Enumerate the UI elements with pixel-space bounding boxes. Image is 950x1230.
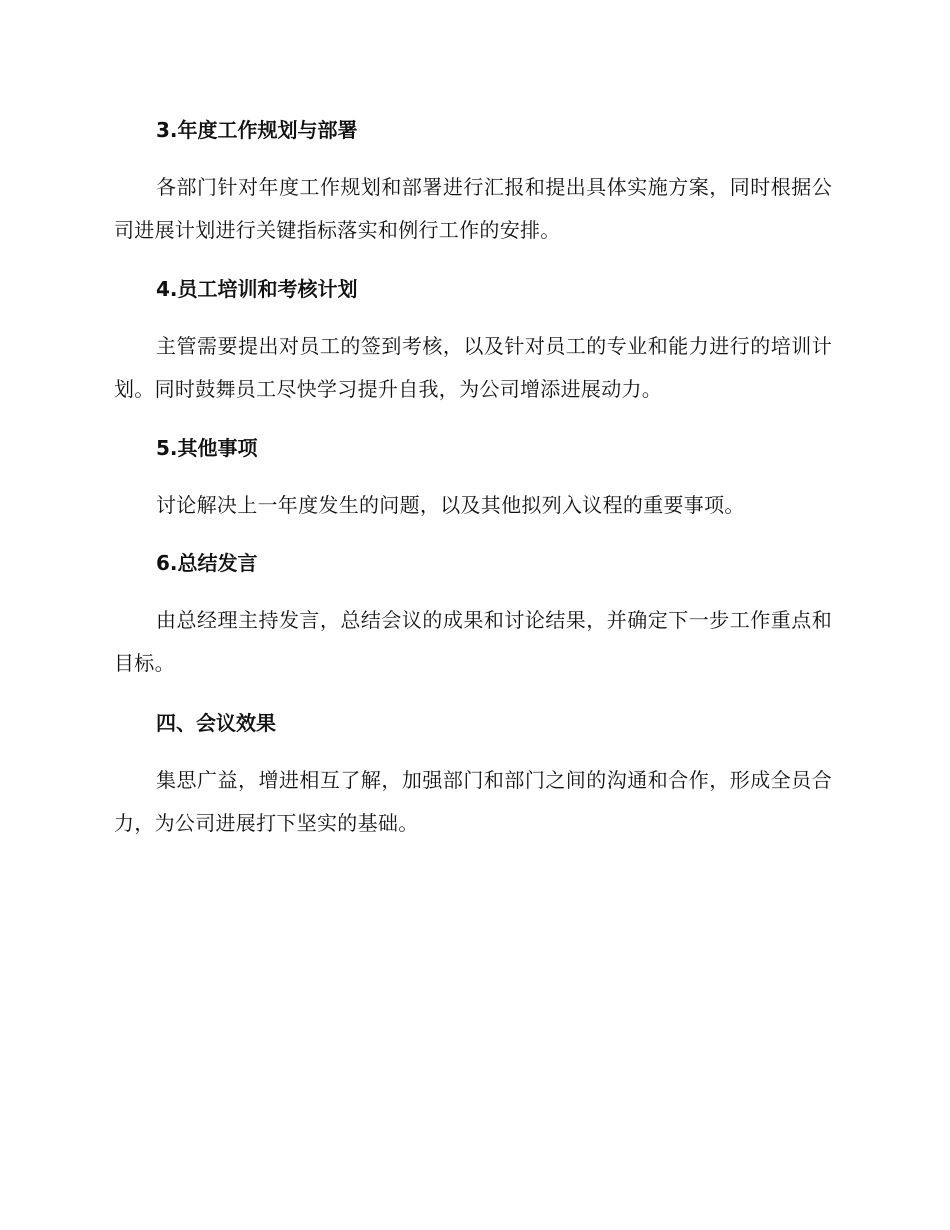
section-body-summary-speech: 由总经理主持发言，总结会议的成果和讨论结果，并确定下一步工作重点和目标。 <box>114 608 832 675</box>
section-heading-staff-training: 4.员工培训和考核计划 <box>156 277 358 301</box>
section-heading-meeting-effect: 四、会议效果 <box>156 711 276 735</box>
section-heading-annual-planning: 3.年度工作规划与部署 <box>156 118 358 142</box>
section-body-annual-planning: 各部门针对年度工作规划和部署进行汇报和提出具体实施方案，同时根据公司进展计划进行关键指标落实和例行工作的安排。 <box>114 175 832 242</box>
section-heading-other-matters: 5.其他事项 <box>156 436 258 460</box>
section-heading-summary-speech: 6.总结发言 <box>156 551 258 575</box>
section-body-staff-training: 主管需要提出对员工的签到考核，以及针对员工的专业和能力进行的培训计划。同时鼓舞员工尽快学习提升自我，为公司增添进展动力。 <box>114 334 832 401</box>
section-body-other-matters: 讨论解决上一年度发生的问题，以及其他拟列入议程的重要事项。 <box>156 493 745 517</box>
section-body-meeting-effect: 集思广益，增进相互了解，加强部门和部门之间的沟通和合作，形成全员合力，为公司进展打下坚实的基础。 <box>114 768 832 835</box>
